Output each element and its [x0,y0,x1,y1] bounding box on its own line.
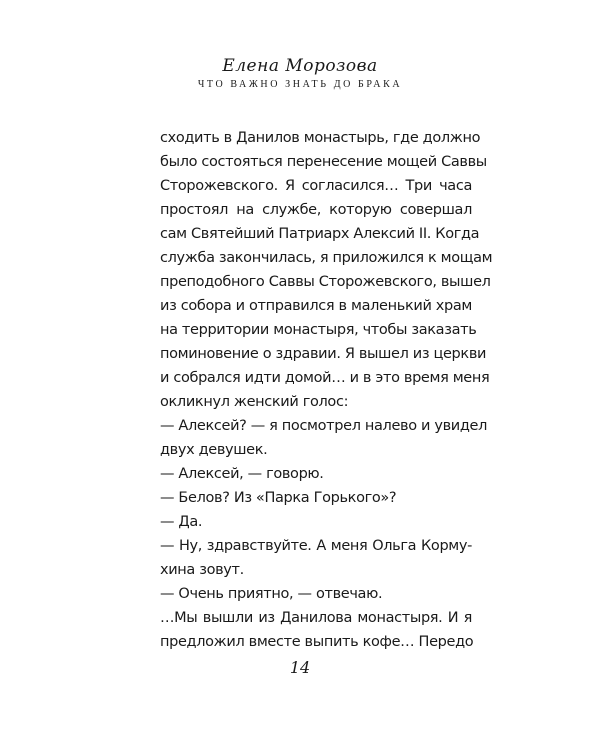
author-name: Елена Морозова [222,56,378,76]
running-head [0,56,600,92]
text-line: служба закончилась, я приложился к мощам [160,250,493,266]
text-line: сходить в Данилов монастырь, где должно [160,130,481,146]
body-text [160,126,493,654]
text-line: — Ну, здравствуйте. А меня Ольга Корму- [160,538,472,554]
text-line: …Мы вышли из Данилова монастыря. И я [160,610,472,626]
text-line: и собрался идти домой… и в это время меня [160,370,490,386]
text-line: простоял на службе, которую совершал [160,202,472,218]
text-line: окликнул женский голос: [160,394,349,410]
book-title: ЧТО ВАЖНО ЗНАТЬ ДО БРАКА [197,79,403,90]
text-line: двух девушек. [160,442,268,458]
text-line: на территории монастыря, чтобы заказать [160,322,477,338]
text-line: — Алексей? — я посмотрел налево и увидел [160,418,487,434]
text-line: хина зовут. [160,562,244,578]
text-line: — Очень приятно, — отвечаю. [160,586,383,602]
text-line: Сторожевского. Я согласился… Три часа [160,178,472,194]
text-line: преподобного Саввы Сторожевского, вышел [160,274,491,290]
text-line: — Алексей, — говорю. [160,466,324,482]
text-line: из собора и отправился в маленький храм [160,298,472,314]
text-line: — Белов? Из «Парка Горького»? [160,490,397,506]
text-line: сам Святейший Патриарх Алексий II. Когда [160,226,480,242]
text-line: — Да. [160,514,203,530]
text-line: поминовение о здравии. Я вышел из церкви [160,346,487,362]
page-number: 14 [289,658,311,677]
text-line: было состояться перенесение мощей Саввы [160,154,487,170]
text-line: предложил вместе выпить кофе… Передо [160,634,474,650]
